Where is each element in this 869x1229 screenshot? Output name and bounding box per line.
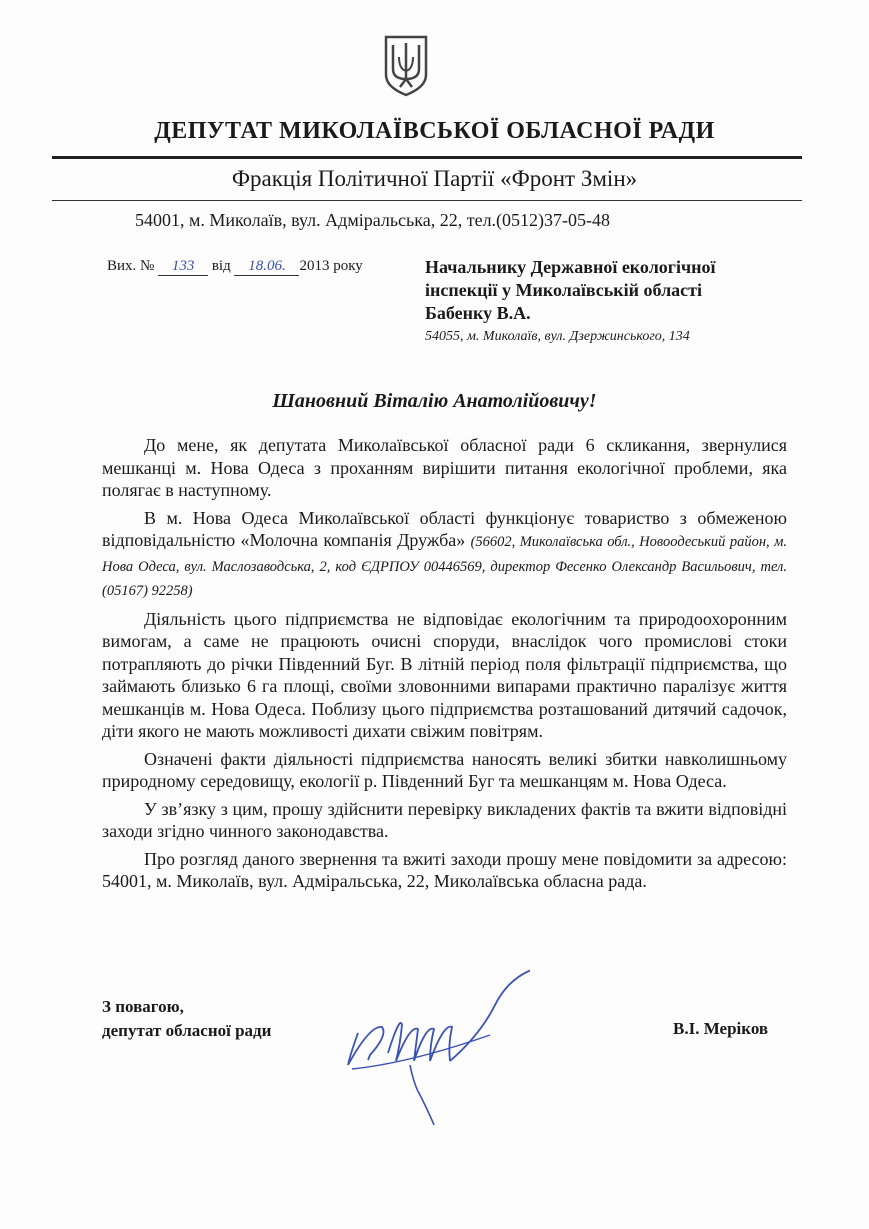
paragraph: Діяльність цього підприємства не відповідає екологічним та природоохоронним вимогам, а саме не працюють очисні споруди, внаслідок чого промислові стоки потрапляють до річки Південний Буг. В літній період поля фільтрації підприємства, що займають близько 6 га площі, своїми зловонними випарами практично паралізує життя мешканців м. Нова Одеса. Поблизу цього підприємства розташований дитячий садочок, діти якого не мають можливості дихати свіжим повітрям. xyxy=(102,608,787,741)
closing-title: депутат обласної ради xyxy=(102,1021,272,1040)
signatory-name: В.І. Меріков xyxy=(673,1019,769,1038)
letter-body xyxy=(102,434,787,898)
closing-block xyxy=(102,995,271,1043)
handwritten-signature xyxy=(330,965,530,1125)
ref-year: 2013 року xyxy=(299,258,363,274)
recipient-block xyxy=(425,256,716,325)
letterhead-title: ДЕПУТАТ МИКОЛАЇВСЬКОЇ ОБЛАСНОЇ РАДИ xyxy=(154,118,715,144)
coat-of-arms-icon xyxy=(383,35,429,97)
paragraph: Означені факти діяльності підприємства наносять великі збитки навколишньому природному середовищу, екології р. Південний Буг та мешканцям м. Нова Одеса. xyxy=(102,748,787,791)
salutation: Шановний Віталію Анатолійовичу! xyxy=(272,390,597,412)
recipient-line2: інспекції у Миколаївській області xyxy=(425,280,702,300)
outgoing-reference xyxy=(107,258,363,276)
paragraph: До мене, як депутата Миколаївської обласної ради 6 скликання, звернулися мешканці м. Нова Одеса з проханням вирішити питання екологічної проблеми, яка полягає в наступному. xyxy=(102,435,787,500)
recipient-address: 54055, м. Миколаїв, вул. Дзержинського, 134 xyxy=(425,329,690,344)
ref-date: 18.06. xyxy=(234,258,299,276)
company-details: (56602, Миколаївська обл., Новоодеський район, м. Нова Одеса, вул. Маслозаводська, 2, код ЄДРПОУ 00446569, директор Фесенко Олександр Васильович, тел. (05167) 92258) xyxy=(102,534,787,599)
recipient-line3: Бабенку В.А. xyxy=(425,303,531,323)
header-divider xyxy=(52,156,802,159)
paragraph xyxy=(102,507,787,603)
sender-address: 54001, м. Миколаїв, вул. Адміральська, 22, тел.(0512)37-05-48 xyxy=(135,210,611,230)
ref-prefix: Вих. № xyxy=(107,258,155,274)
ref-date-label: від xyxy=(211,258,231,274)
header-divider-thin xyxy=(52,200,802,201)
paragraph: Про розгляд даного звернення та вжиті заходи прошу мене повідомити за адресою: 54001, м. Миколаїв, вул. Адміральська, 22, Миколаївська обласна рада. xyxy=(102,848,787,891)
recipient-line1: Начальнику Державної екологічної xyxy=(425,257,716,277)
ref-number: 133 xyxy=(158,258,208,276)
paragraph-main: В м. Нова Одеса Миколаївської області функціонує товариство з обмеженою відповідальністю «Молочна компанія Дружба» xyxy=(102,507,787,550)
closing-regards: З повагою, xyxy=(102,997,184,1016)
faction-name: Фракція Політичної Партії «Фронт Змін» xyxy=(231,166,638,191)
paragraph: У зв’язку з цим, прошу здійснити перевірку викладених фактів та вжити відповідні заходи згідно чинного законодавства. xyxy=(102,798,787,841)
